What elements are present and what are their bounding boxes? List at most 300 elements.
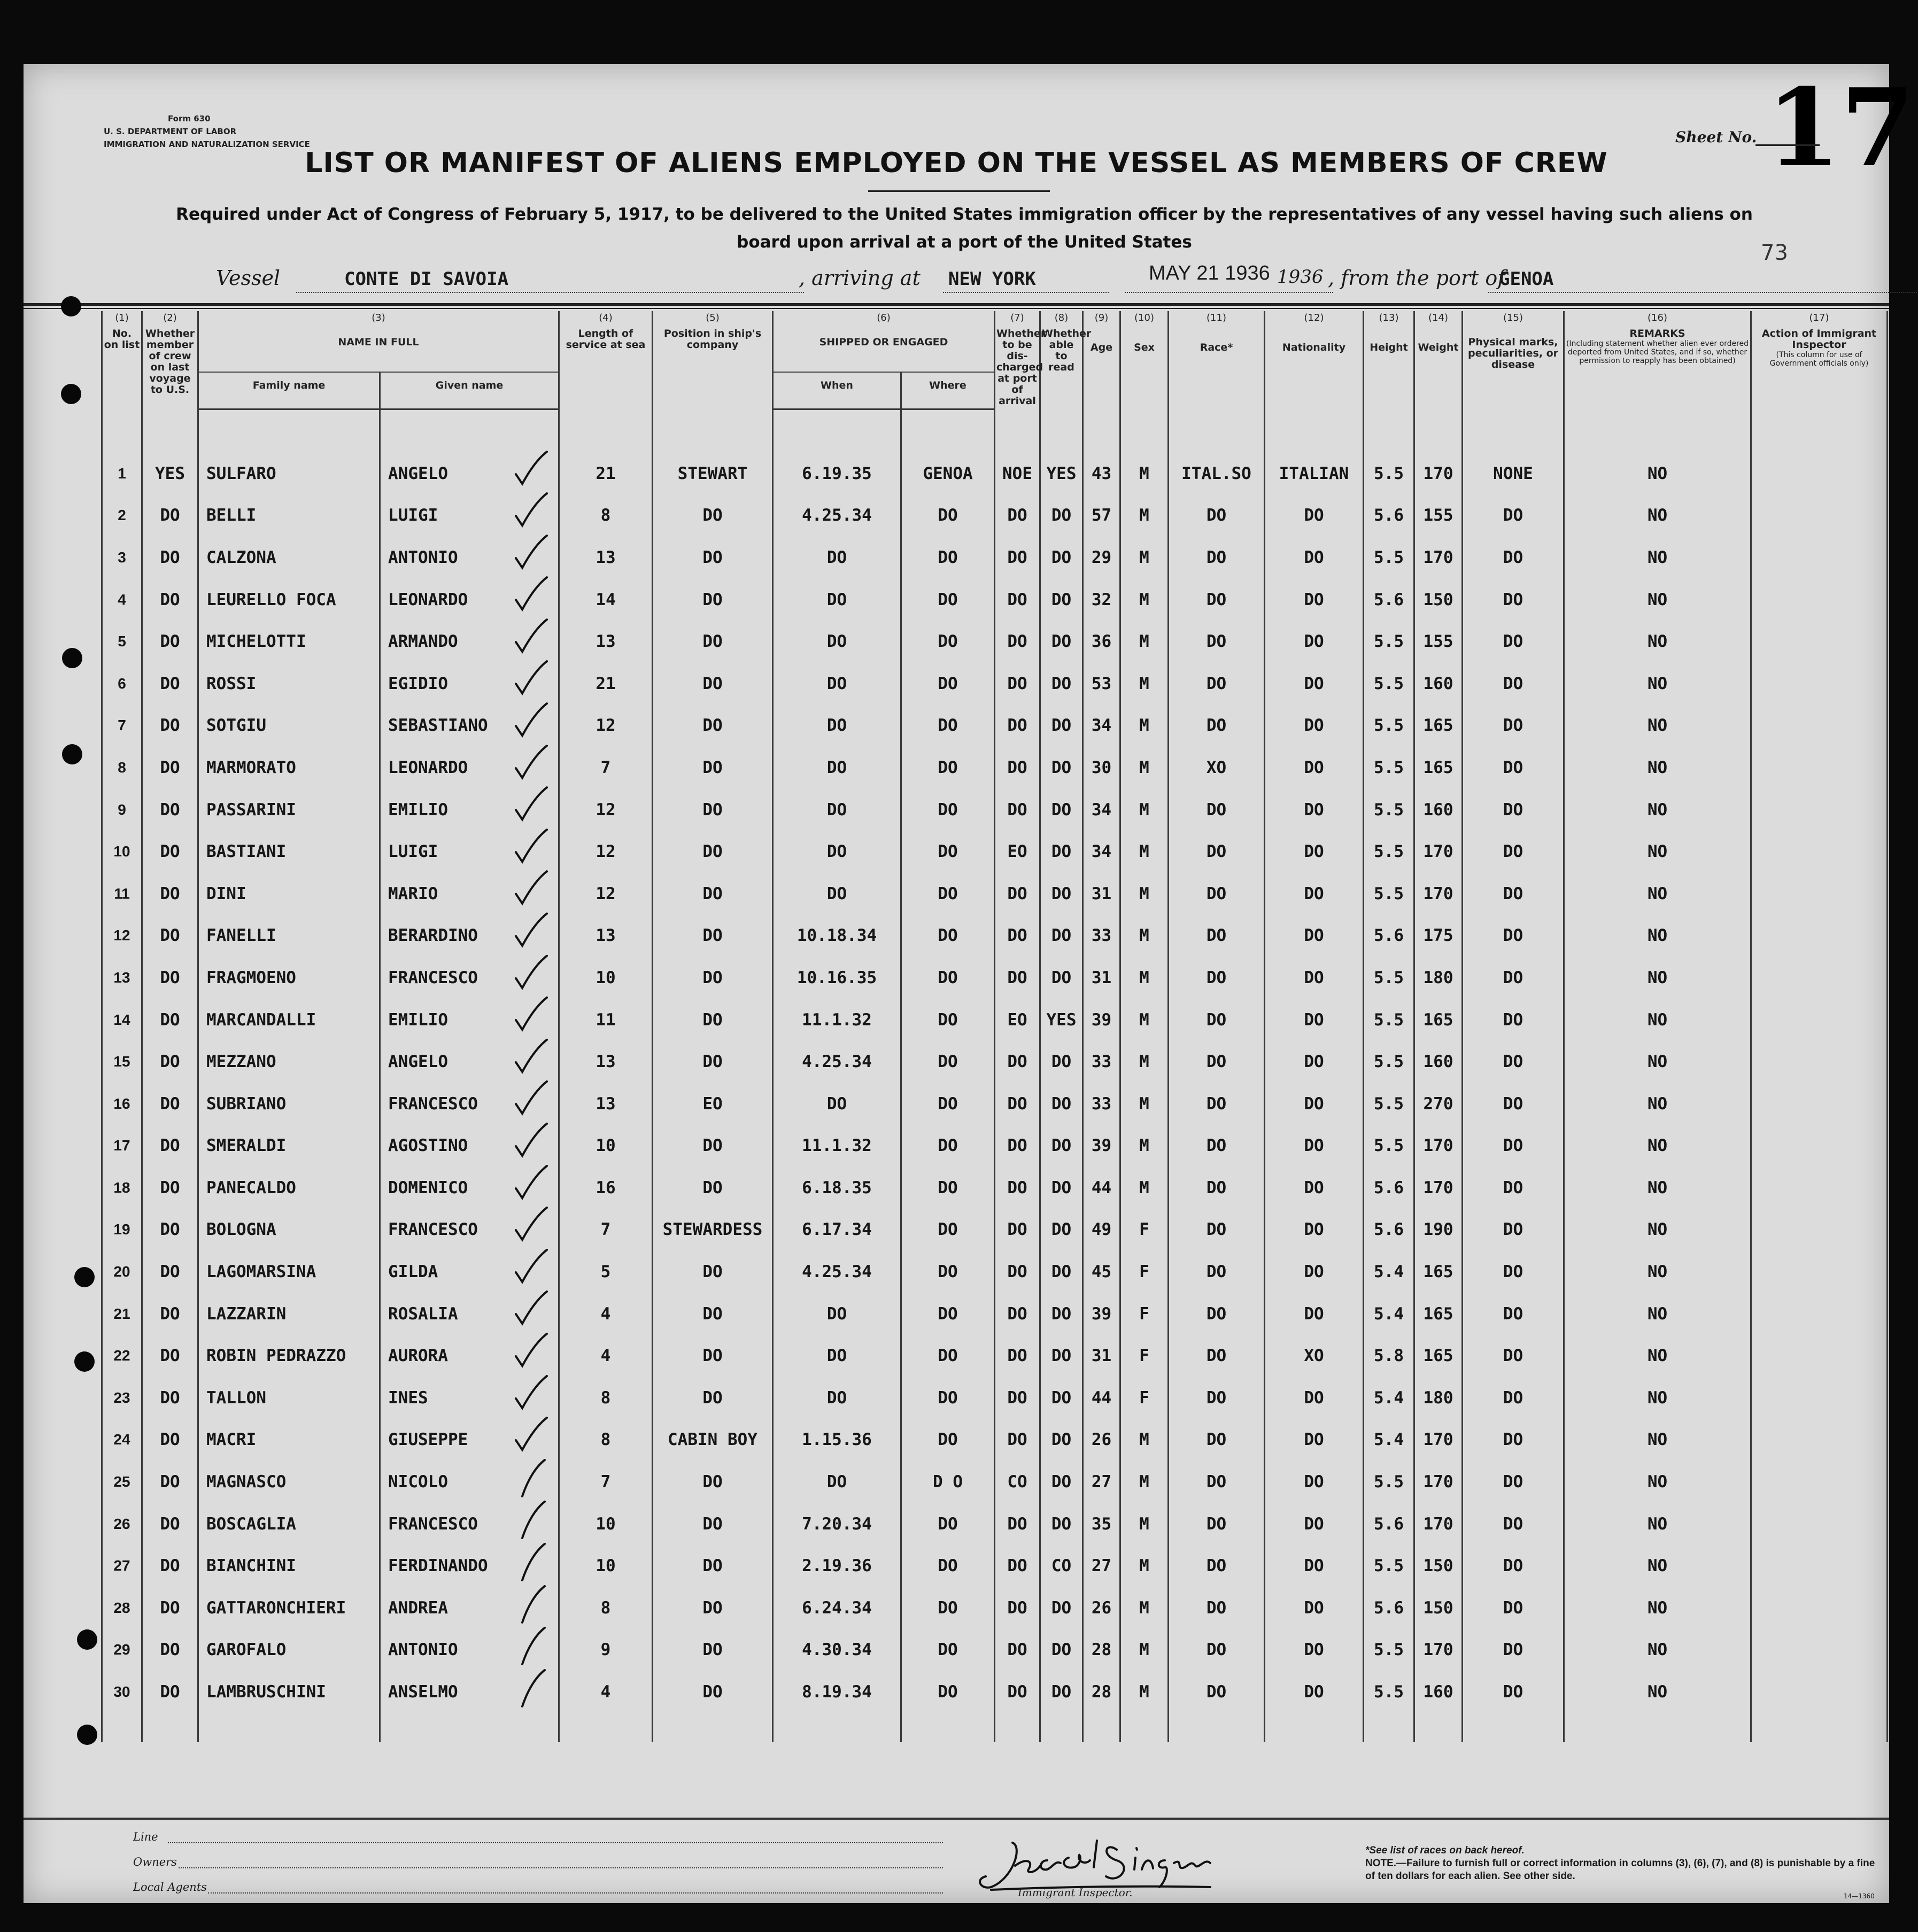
position-cell (653, 453, 773, 495)
nationality: DO (1304, 1010, 1324, 1030)
remarks: NO (1647, 674, 1668, 693)
remarks: NO (1647, 463, 1668, 483)
height-cell (1364, 453, 1414, 495)
able-to-read-cell (1040, 494, 1083, 537)
remarks-cell (1564, 789, 1751, 831)
family-name: FANELLI (206, 926, 276, 946)
punch-hole (61, 384, 81, 404)
weight-cell (1414, 578, 1463, 621)
physical-marks-cell (1463, 1629, 1564, 1671)
weight-cell (1414, 453, 1463, 495)
position: DO (702, 716, 723, 736)
discharged-cell (995, 1629, 1040, 1671)
row-number: 19 (113, 1221, 130, 1238)
physical-marks: DO (1503, 1346, 1523, 1366)
row-number-cell (102, 1461, 142, 1503)
physical-marks: DO (1503, 1598, 1523, 1618)
inspector-action-cell (1751, 789, 1888, 831)
inspector-action-cell (1751, 453, 1888, 495)
table-row (102, 831, 1888, 873)
local-agents-label: Local Agents (133, 1881, 207, 1894)
row-number-cell (102, 999, 142, 1041)
shipped-where-cell (901, 1419, 995, 1461)
weight: 170 (1423, 1472, 1453, 1492)
inspector-action-cell (1751, 747, 1888, 789)
able-to-read-cell (1040, 705, 1083, 747)
nationality: DO (1304, 884, 1324, 903)
race: DO (1206, 1136, 1227, 1156)
given-name: FERDINANDO (388, 1556, 488, 1576)
row-number-cell (102, 1377, 142, 1419)
physical-marks-cell (1463, 1167, 1564, 1209)
checkmark-icon (512, 1627, 549, 1668)
shipped-when: 11.1.32 (802, 1010, 872, 1030)
shipped-where: DO (938, 1304, 958, 1324)
able-to-read-cell (1040, 1545, 1083, 1587)
race-cell (1169, 915, 1265, 957)
nationality-cell (1265, 453, 1364, 495)
weight: 190 (1423, 1220, 1453, 1240)
family-name-cell (198, 1209, 380, 1251)
remarks: NO (1647, 1178, 1668, 1197)
crew-last-voyage-cell (142, 1419, 198, 1461)
discharged: DO (1007, 1682, 1027, 1702)
weight: 180 (1423, 968, 1453, 987)
form-number: Form 630 (168, 114, 211, 123)
age: 57 (1091, 506, 1112, 525)
length-of-service-cell (559, 1209, 653, 1251)
weight-cell (1414, 831, 1463, 873)
height: 5.5 (1374, 716, 1404, 736)
length-of-service-cell (559, 957, 653, 999)
table-row (102, 1629, 1888, 1671)
weight-cell (1414, 1335, 1463, 1377)
nationality-cell (1265, 957, 1364, 999)
remarks: NO (1647, 1640, 1668, 1660)
remarks: NO (1647, 1388, 1668, 1408)
nationality-cell (1265, 1461, 1364, 1503)
shipped-where: DO (938, 632, 958, 652)
physical-marks-cell (1463, 1503, 1564, 1545)
discharged-cell (995, 1293, 1040, 1335)
able-to-read-cell (1040, 957, 1083, 999)
remarks-cell (1564, 872, 1751, 915)
position-cell (653, 1503, 773, 1545)
position-cell (653, 621, 773, 663)
crew-last-voyage-cell (142, 1125, 198, 1167)
remarks: NO (1647, 1220, 1668, 1240)
weight-cell (1414, 1125, 1463, 1167)
given-name: LEONARDO (388, 590, 468, 609)
checkmark-icon (512, 660, 549, 702)
length-of-service: 12 (595, 800, 616, 820)
checkmark-icon (512, 1290, 549, 1332)
given-name: LEONARDO (388, 758, 468, 777)
crew-last-voyage: DO (160, 800, 180, 820)
remarks: NO (1647, 590, 1668, 609)
sex: M (1139, 800, 1149, 820)
remarks: NO (1647, 716, 1668, 736)
nationality: DO (1304, 758, 1324, 777)
race-cell (1169, 453, 1265, 495)
race: DO (1206, 1262, 1227, 1282)
sex: M (1139, 1472, 1149, 1492)
length-of-service-cell (559, 1461, 653, 1503)
crew-last-voyage: DO (160, 1682, 180, 1702)
position: DO (702, 758, 723, 777)
date-rule (1125, 292, 1333, 293)
table-row (102, 1461, 1888, 1503)
nationality: DO (1304, 632, 1324, 652)
sex: F (1139, 1262, 1149, 1282)
remarks-cell (1564, 747, 1751, 789)
given-name: ANGELO (388, 1052, 448, 1072)
col-number: (17) (1751, 311, 1888, 326)
shipped-when: DO (826, 1346, 847, 1366)
position-cell (653, 494, 773, 537)
shipped-where: DO (938, 1640, 958, 1660)
length-of-service: 12 (595, 884, 616, 903)
race: DO (1206, 1304, 1227, 1324)
arrival-date-stamp: MAY 21 1936 (1149, 262, 1270, 284)
length-of-service: 7 (600, 1472, 611, 1492)
weight-cell (1414, 1083, 1463, 1125)
age: 29 (1091, 547, 1112, 567)
row-number: 7 (118, 717, 126, 734)
col-header-given: Given name (380, 372, 559, 409)
given-name: FRANCESCO (388, 968, 478, 987)
inspector-action-cell (1751, 1503, 1888, 1545)
position: DO (702, 1598, 723, 1618)
crew-last-voyage: DO (160, 1514, 180, 1534)
sex: M (1139, 884, 1149, 903)
given-name: BERARDINO (388, 926, 478, 946)
col-header-crew: Whether member of crew on last voyage to U.S. (142, 326, 198, 409)
physical-marks: DO (1503, 1388, 1523, 1408)
col-number: (2) (142, 311, 198, 326)
length-of-service: 16 (595, 1178, 616, 1197)
shipped-when: DO (826, 758, 847, 777)
shipped-where-cell (901, 621, 995, 663)
able-to-read: DO (1051, 1472, 1072, 1492)
physical-marks-cell (1463, 1377, 1564, 1419)
col-header-position: Position in ship's company (653, 326, 773, 409)
race-cell (1169, 1503, 1265, 1545)
remarks-cell (1564, 537, 1751, 579)
family-name-cell (198, 747, 380, 789)
age-cell (1083, 621, 1120, 663)
given-name: ARMANDO (388, 632, 458, 652)
age: 31 (1091, 884, 1112, 903)
discharged: DO (1007, 1388, 1027, 1408)
sex-cell (1120, 915, 1169, 957)
position: DO (702, 968, 723, 987)
row-number: 25 (113, 1473, 130, 1490)
shipped-where: DO (938, 674, 958, 693)
position: DO (702, 884, 723, 903)
physical-marks: DO (1503, 1136, 1523, 1156)
race: DO (1206, 1052, 1227, 1072)
shipped-where: DO (938, 1682, 958, 1702)
crew-last-voyage-cell (142, 1503, 198, 1545)
row-number: 11 (114, 885, 130, 902)
row-number: 14 (113, 1011, 130, 1028)
table-row (102, 747, 1888, 789)
family-name: MARCANDALLI (206, 1010, 316, 1030)
height: 5.5 (1374, 1682, 1404, 1702)
shipped-when: 11.1.32 (802, 1136, 872, 1156)
weight: 150 (1423, 1598, 1453, 1618)
height-cell (1364, 831, 1414, 873)
height: 5.4 (1374, 1388, 1404, 1408)
shipped-when: DO (826, 842, 847, 862)
length-of-service-cell (559, 578, 653, 621)
crew-last-voyage-cell (142, 537, 198, 579)
sex: M (1139, 716, 1149, 736)
race: ITAL.SO (1181, 463, 1251, 483)
age-cell (1083, 1377, 1120, 1419)
length-of-service-cell (559, 1419, 653, 1461)
col-header-sex: Sex (1120, 326, 1169, 409)
shipped-where-cell (901, 453, 995, 495)
discharged: DO (1007, 968, 1027, 987)
row-number: 23 (113, 1389, 130, 1406)
able-to-read: DO (1051, 1514, 1072, 1534)
sex: M (1139, 632, 1149, 652)
shipped-where: DO (938, 884, 958, 903)
race: DO (1206, 547, 1227, 567)
nationality: DO (1304, 968, 1324, 987)
family-name: GATTARONCHIERI (206, 1598, 346, 1618)
race-cell (1169, 705, 1265, 747)
position-cell (653, 1251, 773, 1293)
race: DO (1206, 1514, 1227, 1534)
age-cell (1083, 1335, 1120, 1377)
sex: M (1139, 1598, 1149, 1618)
nationality-cell (1265, 789, 1364, 831)
remarks-cell (1564, 1125, 1751, 1167)
shipped-when-cell (773, 1545, 901, 1587)
family-name-cell (198, 1335, 380, 1377)
inspector-action-cell (1751, 1083, 1888, 1125)
race-cell (1169, 1461, 1265, 1503)
checkmark-icon (512, 1080, 549, 1122)
height-cell (1364, 1293, 1414, 1335)
row-number: 18 (113, 1179, 130, 1196)
nationality: DO (1304, 926, 1324, 946)
shipped-where: DO (938, 758, 958, 777)
sex-cell (1120, 747, 1169, 789)
weight-cell (1414, 789, 1463, 831)
shipped-when: 1.15.36 (802, 1430, 872, 1450)
row-number-cell (102, 1209, 142, 1251)
given-name: DOMENICO (388, 1178, 468, 1197)
position: DO (702, 1178, 723, 1197)
discharged: NOE (1002, 463, 1032, 483)
weight-cell (1414, 1419, 1463, 1461)
inspector-action-cell (1751, 1293, 1888, 1335)
inspector-action-cell (1751, 1125, 1888, 1167)
discharged: DO (1007, 926, 1027, 946)
shipped-when: DO (826, 632, 847, 652)
shipped-when: 2.19.36 (802, 1556, 872, 1576)
sex-cell (1120, 1335, 1169, 1377)
length-of-service-cell (559, 1335, 653, 1377)
physical-marks-cell (1463, 705, 1564, 747)
line-label: Line (133, 1830, 158, 1843)
weight: 150 (1423, 1556, 1453, 1576)
crew-last-voyage-cell (142, 1587, 198, 1629)
sex-cell (1120, 1461, 1169, 1503)
position-cell (653, 831, 773, 873)
shipped-where-cell (901, 1335, 995, 1377)
row-number: 20 (113, 1263, 130, 1280)
weight: 165 (1423, 1262, 1453, 1282)
family-name-cell (198, 831, 380, 873)
row-number-cell (102, 1041, 142, 1083)
nationality: DO (1304, 1598, 1324, 1618)
crew-last-voyage-cell (142, 1671, 198, 1713)
nationality-cell (1265, 1545, 1364, 1587)
shipped-when: 6.18.35 (802, 1178, 872, 1197)
remarks-cell (1564, 831, 1751, 873)
position: DO (702, 1010, 723, 1030)
race-cell (1169, 1167, 1265, 1209)
remarks-cell (1564, 1251, 1751, 1293)
age: 27 (1091, 1472, 1112, 1492)
table-row (102, 957, 1888, 999)
shipped-where: DO (938, 1220, 958, 1240)
physical-marks-cell (1463, 453, 1564, 495)
race: DO (1206, 1556, 1227, 1576)
height-cell (1364, 915, 1414, 957)
row-number: 12 (113, 927, 130, 944)
checkmark-icon (512, 1417, 549, 1458)
inspector-action-cell (1751, 1545, 1888, 1587)
given-name-cell (380, 747, 559, 789)
table-row (102, 1167, 1888, 1209)
age: 53 (1091, 674, 1112, 693)
row-number: 3 (118, 548, 126, 566)
discharged: DO (1007, 1346, 1027, 1366)
race-cell (1169, 789, 1265, 831)
nationality: DO (1304, 1052, 1324, 1072)
physical-marks: DO (1503, 1640, 1523, 1660)
table-row (102, 1293, 1888, 1335)
table-row (102, 1083, 1888, 1125)
discharged: DO (1007, 1262, 1027, 1282)
table-row (102, 1251, 1888, 1293)
given-name: ANTONIO (388, 547, 458, 567)
inspector-action-cell (1751, 1251, 1888, 1293)
col-number: (8) (1040, 311, 1083, 326)
crew-last-voyage: DO (160, 1304, 180, 1324)
col-header-race: Race* (1169, 326, 1265, 409)
physical-marks-cell (1463, 747, 1564, 789)
length-of-service-cell (559, 1377, 653, 1419)
table-row (102, 1377, 1888, 1419)
race-cell (1169, 1377, 1265, 1419)
form-identifier (104, 112, 310, 151)
row-number-cell (102, 1335, 142, 1377)
position: DO (702, 1388, 723, 1408)
position: DO (702, 1304, 723, 1324)
family-name: SUBRIANO (206, 1094, 287, 1114)
weight-cell (1414, 1209, 1463, 1251)
row-number: 28 (113, 1599, 130, 1616)
able-to-read: DO (1051, 926, 1072, 946)
age-cell (1083, 1545, 1120, 1587)
family-name: MICHELOTTI (206, 632, 306, 652)
shipped-where-cell (901, 1209, 995, 1251)
discharged: DO (1007, 547, 1027, 567)
given-name-cell (380, 957, 559, 999)
inspector-action-cell (1751, 872, 1888, 915)
shipped-when: DO (826, 884, 847, 903)
length-of-service: 13 (595, 926, 616, 946)
physical-marks: DO (1503, 1514, 1523, 1534)
race-cell (1169, 1335, 1265, 1377)
nationality: DO (1304, 1682, 1324, 1702)
nationality-cell (1265, 1041, 1364, 1083)
shipped-where: DO (938, 716, 958, 736)
nationality-cell (1265, 537, 1364, 579)
sex-cell (1120, 621, 1169, 663)
remarks: NO (1647, 506, 1668, 525)
inspector-action-cell (1751, 1167, 1888, 1209)
family-name-cell (198, 1251, 380, 1293)
able-to-read-cell (1040, 1461, 1083, 1503)
family-name: LAGOMARSINA (206, 1262, 316, 1282)
given-name-cell (380, 1629, 559, 1671)
height-cell (1364, 494, 1414, 537)
given-name-cell (380, 1251, 559, 1293)
length-of-service: 5 (600, 1262, 611, 1282)
discharged: DO (1007, 1052, 1027, 1072)
race: DO (1206, 842, 1227, 862)
shipped-where-cell (901, 915, 995, 957)
sheet-number-rule (1755, 144, 1820, 146)
race-cell (1169, 999, 1265, 1041)
race: DO (1206, 1640, 1227, 1660)
crew-last-voyage: DO (160, 1262, 180, 1282)
physical-marks-cell (1463, 1125, 1564, 1167)
remarks-cell (1564, 1587, 1751, 1629)
shipped-where: DO (938, 1346, 958, 1366)
height-cell (1364, 1671, 1414, 1713)
discharged: DO (1007, 1514, 1027, 1534)
crew-last-voyage-cell (142, 1083, 198, 1125)
sex-cell (1120, 1545, 1169, 1587)
height-cell (1364, 789, 1414, 831)
nationality-cell (1265, 1167, 1364, 1209)
able-to-read: DO (1051, 1220, 1072, 1240)
family-name-cell (198, 1377, 380, 1419)
family-name: LAMBRUSCHINI (206, 1682, 326, 1702)
nationality: DO (1304, 1556, 1324, 1576)
shipped-when: DO (826, 547, 847, 567)
height-cell (1364, 1083, 1414, 1125)
discharged: DO (1007, 1178, 1027, 1197)
discharged-cell (995, 957, 1040, 999)
crew-last-voyage-cell (142, 831, 198, 873)
action-title: Action of Immigrant Inspector (1761, 328, 1877, 351)
age-cell (1083, 1167, 1120, 1209)
position-cell (653, 537, 773, 579)
owners-label: Owners (133, 1856, 177, 1868)
nationality-cell (1265, 621, 1364, 663)
nationality-cell (1265, 1629, 1364, 1671)
